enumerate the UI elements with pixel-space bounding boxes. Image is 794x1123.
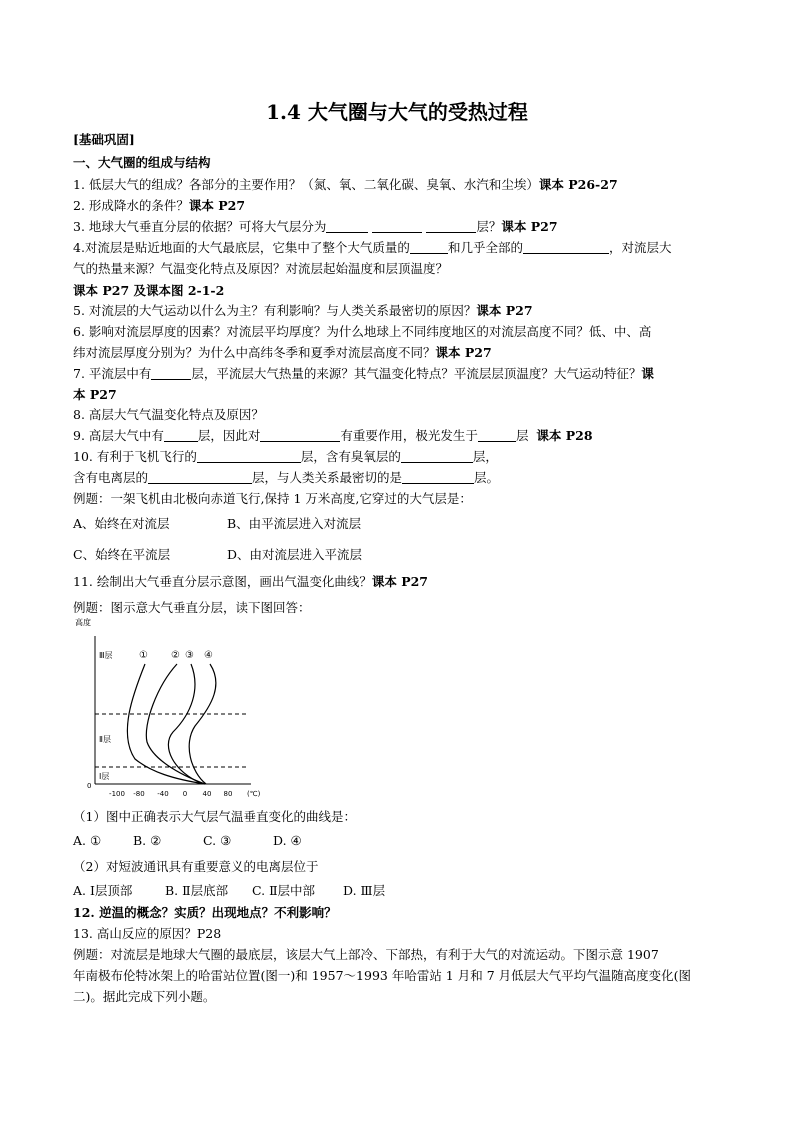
answer-blank[interactable] <box>260 427 340 442</box>
option-c: C. ③ <box>203 833 232 848</box>
example-3-line-1: 例题：对流层是地球大气圈的最底层，该层大气上部冷、下部热，有利于大气的对流运动。下图示意 1907 <box>73 947 659 962</box>
question-7-part-b: 层，平流层大气热量的来源？其气温变化特点？平流层层顶温度？大气运动特征？ <box>191 366 642 381</box>
heading-atmosphere-structure: 一、大气圈的组成与结构 <box>73 155 211 170</box>
question-6-ref: 课本 P27 <box>435 345 492 360</box>
sub-question-2-options <box>73 880 385 901</box>
sub-question-2: （2）对短波通讯具有重要意义的电离层位于 <box>73 859 319 874</box>
question-4-part-b: 和几乎全部的 <box>447 240 523 255</box>
answer-blank[interactable] <box>372 218 422 233</box>
x-tick-label: -100 <box>109 790 125 798</box>
x-tick-label: -40 <box>157 790 169 798</box>
option-d: D、由对流层进入平流层 <box>227 547 363 562</box>
atmosphere-layer-diagram <box>73 614 293 804</box>
layer-3-label: Ⅲ层 <box>99 651 113 660</box>
origin-label: 0 <box>87 782 92 790</box>
question-3-end: 层？ <box>476 219 502 234</box>
option-a: A. ① <box>73 833 102 848</box>
x-tick-label: 0 <box>182 790 188 798</box>
sub-question-1: （1）图中正确表示大气层气温垂直变化的曲线是： <box>73 809 356 824</box>
question-7-line-1 <box>73 363 654 384</box>
answer-blank[interactable] <box>148 469 252 484</box>
question-3-text: 3. 地球大气垂直分层的依据？可将大气层分为 <box>73 219 327 234</box>
question-10-part-e: 层，与人类关系最密切的是 <box>252 470 403 485</box>
answer-blank[interactable] <box>523 239 609 254</box>
answer-blank[interactable] <box>478 427 516 442</box>
answer-blank[interactable] <box>151 365 191 380</box>
question-10-line-1 <box>73 446 498 467</box>
question-4-line-2: 气的热量来源？气温变化特点及原因？对流层起始温度和层顶温度？ <box>73 261 449 276</box>
question-1-text: 1. 低层大气的组成？各部分的主要作用？（氮、氧、二氧化碳、臭氧、水汽和尘埃） <box>73 177 539 192</box>
option-b: B、由平流层进入对流层 <box>227 516 362 531</box>
option-d: D. ④ <box>273 833 302 848</box>
curve-3-label: ③ <box>185 650 194 661</box>
curve-1-label: ① <box>139 650 148 661</box>
example-1-options-row-2 <box>73 544 362 565</box>
question-4-part-c: ，对流层大 <box>608 240 672 255</box>
question-5 <box>73 300 533 321</box>
answer-blank[interactable] <box>401 448 473 463</box>
question-9 <box>73 425 593 446</box>
x-tick-label: -80 <box>133 790 145 798</box>
example-3-line-3: 二)。据此完成下列小题。 <box>73 989 216 1004</box>
question-5-text: 5. 对流层的大气运动以什么为主？有利影响？与人类关系最密切的原因？ <box>73 303 477 318</box>
option-b: B. ② <box>133 833 162 848</box>
question-4-part-a: 4.对流层是贴近地面的大气最底层，它集中了整个大气质量的 <box>73 240 410 255</box>
question-3 <box>73 216 558 237</box>
answer-blank[interactable] <box>410 239 448 254</box>
question-10-part-c: 层， <box>472 449 498 464</box>
sub-question-1-options <box>73 830 302 851</box>
question-9-part-b: 层，因此对 <box>197 428 261 443</box>
question-11 <box>73 571 428 592</box>
x-unit-label: (℃) <box>247 790 261 798</box>
question-5-ref: 课本 P27 <box>476 303 533 318</box>
question-2 <box>73 195 245 216</box>
question-2-ref: 课本 P27 <box>188 198 246 213</box>
question-8: 8. 高层大气气温变化特点及原因？ <box>73 407 264 422</box>
x-tick-label: 40 <box>202 790 212 798</box>
curve-3 <box>168 664 203 784</box>
option-c: C、始终在平流层 <box>73 547 171 562</box>
question-12: 12. 逆温的概念？实质？出现地点？不利影响？ <box>73 905 337 920</box>
question-2-text: 2. 形成降水的条件？ <box>73 198 189 213</box>
layer-1-label: Ⅰ层 <box>99 772 110 781</box>
question-7-ref-start: 课 <box>641 366 654 381</box>
question-10-part-f: 层。 <box>474 470 500 485</box>
question-4-line-1 <box>73 237 671 258</box>
y-axis-label: 高度 <box>75 618 91 627</box>
answer-blank[interactable] <box>402 469 474 484</box>
question-9-part-a: 9. 高层大气中有 <box>73 428 164 443</box>
option-c: C. Ⅱ层中部 <box>252 883 316 898</box>
question-1 <box>73 174 618 195</box>
answer-blank[interactable] <box>197 448 301 463</box>
question-11-ref: 课本 P27 <box>371 574 429 589</box>
question-7-part-a: 7. 平流层中有 <box>73 366 152 381</box>
answer-blank[interactable] <box>326 218 368 233</box>
option-a: A、始终在对流层 <box>73 516 170 531</box>
option-d: D. Ⅲ层 <box>343 883 386 898</box>
question-3-ref: 课本 P27 <box>501 219 558 234</box>
question-10-part-b: 层，含有臭氧层的 <box>300 449 401 464</box>
question-6-line-2 <box>73 342 492 363</box>
question-10-line-2 <box>73 467 499 488</box>
example-1-options-row-1 <box>73 513 361 534</box>
question-7-ref-end: 本 P27 <box>73 387 117 402</box>
question-9-ref: 课本 P28 <box>536 428 593 443</box>
question-9-part-c: 有重要作用，极光发生于 <box>340 428 478 443</box>
answer-blank[interactable] <box>164 427 198 442</box>
option-a: A. Ⅰ层顶部 <box>73 883 133 898</box>
curve-4 <box>189 664 216 784</box>
question-13: 13. 高山反应的原因？P28 <box>73 926 222 941</box>
x-tick-label: 80 <box>223 790 233 798</box>
example-2-intro: 例题：图示意大气垂直分层，读下图回答： <box>73 600 311 615</box>
question-6-text: 纬对流层厚度分别为？为什么中高纬冬季和夏季对流层高度不同？ <box>73 345 436 360</box>
layer-2-label: Ⅱ层 <box>99 735 111 744</box>
question-4-ref: 课本 P27 及课本图 2-1-2 <box>73 283 225 298</box>
question-10-part-d: 含有电离层的 <box>73 470 149 485</box>
question-11-text: 11. 绘制出大气垂直分层示意图，画出气温变化曲线？ <box>73 574 372 589</box>
question-10-part-a: 10. 有利于飞机飞行的 <box>73 449 197 464</box>
question-6-line-1: 6. 影响对流层厚度的因素？对流层平均厚度？为什么地球上不同纬度地区的对流层高度不同？低、中、高 <box>73 324 652 339</box>
page-title: 1.4 大气圈与大气的受热过程 <box>266 100 528 124</box>
curve-2-label: ② <box>171 650 180 661</box>
section-tag: [基础巩固] <box>73 132 135 147</box>
option-b: B. Ⅱ层底部 <box>165 883 229 898</box>
question-1-ref: 课本 P26-27 <box>538 177 618 192</box>
answer-blank[interactable] <box>426 218 476 233</box>
example-3-line-2: 年南极布伦特冰架上的哈雷站位置(图一)和 1957～1993 年哈雷站 1 月和 7 月低层大气平均气温随高度变化(图 <box>73 968 692 983</box>
question-9-part-d: 层 <box>515 428 529 443</box>
example-1-question: 例题：一架飞机由北极向赤道飞行,保持 1 万米高度,它穿过的大气层是： <box>73 491 472 506</box>
curve-4-label: ④ <box>204 650 213 661</box>
